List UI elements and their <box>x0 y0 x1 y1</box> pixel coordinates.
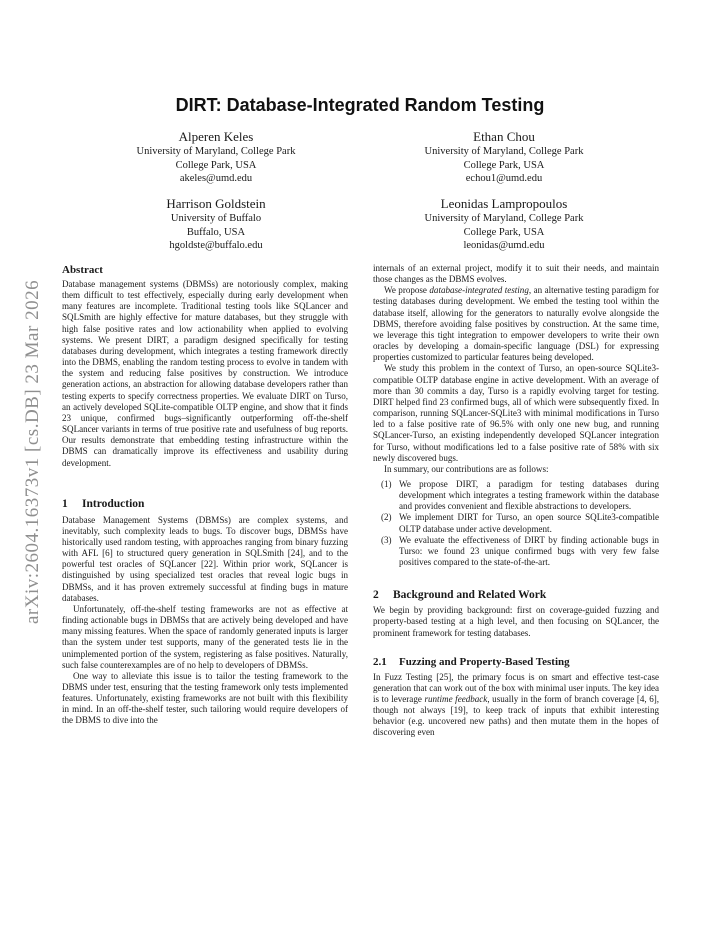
section-number: 2 <box>373 589 379 602</box>
author-name: Ethan Chou <box>473 129 535 144</box>
body-paragraph: internals of an external project, modify it to suit their needs, and maintain those changes as the DBMS evolves. <box>373 263 659 285</box>
text-run: , an alternative testing paradigm for testing databases during development. We embed the testing tool within the database itself, allowing for the generators to naturally evolve alongside the DBMS, therefore avoiding false positives by construction. At the same time, we leverage this tight integration to empower developers to write their own oracles by developing a domain-specific language (DSL) for expressing properties customized to particular features being developed. <box>373 285 659 363</box>
author-email: leonidas@umd.edu <box>463 240 545 251</box>
emphasis-text: runtime feedback <box>424 694 488 704</box>
author-block <box>96 196 336 253</box>
paper-title: DIRT: Database-Integrated Random Testing <box>175 95 545 115</box>
list-marker: (2) <box>381 512 392 523</box>
author-block <box>96 129 336 186</box>
author-email: hgoldste@buffalo.edu <box>169 240 263 251</box>
body-paragraph: In summary, our contributions are as follows: <box>384 463 549 474</box>
author-location: College Park, USA <box>463 226 545 238</box>
list-item <box>373 512 659 534</box>
emphasis-text: database-integrated testing <box>429 285 529 296</box>
section-title: Background and Related Work <box>393 589 547 602</box>
list-item-text: We propose DIRT, a paradigm for testing databases during development which integrates a testing framework within the database and provides convenient and flexible abstractions to developers. <box>399 478 659 512</box>
author-location: Buffalo, USA <box>186 226 246 238</box>
list-item <box>373 535 659 568</box>
section-number: 1 <box>62 497 68 510</box>
section-number: 2.1 <box>373 655 387 668</box>
list-marker: (1) <box>381 478 392 489</box>
body-paragraph: We begin by providing background: first on coverage-guided fuzzing and property-based testing at a high level, and then focusing on SQLancer, the prominent framework for testing databases. <box>373 605 659 638</box>
author-name: Leonidas Lampropoulos <box>440 196 568 211</box>
author-email: akeles@umd.edu <box>179 173 253 184</box>
text-run: In Fuzz Testing [25], the primary focus is on smart and effective test-case generation that can work out of the box with minimal user inputs. The key idea is to leverage <box>373 671 659 704</box>
author-affiliation: University of Maryland, College Park <box>136 146 296 157</box>
arxiv-identifier: arXiv:2604.16373v1 [cs.DB] 23 Mar 2026 <box>22 279 43 625</box>
abstract-text: Database management systems (DBMSs) are notoriously complex, making them difficult to test effectively, especially during early development when many features are incomplete. Traditional testing tools like SQLancer and SQLSmith are highly effective for mature databases, but they struggle with high false positive rates and low actionability when applied to evolving systems. We present DIRT, a paradigm designed specifically for testing databases during development, which integrates a testing framework directly into the DBMS, enabling the random testing process to evolve in tandem with the system and reducing false positives by construction. We introduce generation actions, an abstraction for allowing database developers rather than testing experts to specify correctness properties. We evaluate DIRT on Turso, an actively developed SQLite-compatible OLTP engine, and show that it finds 23 unique, confirmed bugs–significantly outperforming off-the-shelf SQLancer variants in terms of true positive rate and usefulness of bug reports. Our results demonstrate that embedding testing infrastructure within the DBMS can dramatically improve its effectiveness and usability during development. <box>62 279 348 468</box>
text-run: , usually in the form of branch coverage [4, 6], though not always [19], to keep track of inputs that exhibit interesting behavior (e.g. uncovered new paths) and then mutate them in the hopes of discovering even <box>373 694 659 738</box>
list-item <box>373 479 659 512</box>
author-affiliation: University of Maryland, College Park <box>424 213 584 224</box>
list-item-text: We implement DIRT for Turso, an open source SQLite3-compatible OLTP database under active development. <box>399 512 659 534</box>
author-block <box>380 129 628 186</box>
body-paragraph <box>373 672 659 739</box>
author-name: Alperen Keles <box>178 129 254 144</box>
text-run: We propose <box>384 285 430 296</box>
author-affiliation: University of Maryland, College Park <box>424 146 584 157</box>
author-location: College Park, USA <box>463 159 545 171</box>
body-paragraph: One way to alleviate this issue is to tailor the testing framework to the DBMS under test, ensuring that the testing framework only tests implemented features. Unfortunately, existing frameworks are not built with this flexibility in mind. In an off-the-shelf tester, such tailoring would require developers of the DBMS to dive into the <box>62 670 348 726</box>
section-heading-introduction <box>62 497 348 511</box>
subsection-heading-fuzzing <box>373 655 659 669</box>
author-affiliation: University of Buffalo <box>170 213 262 224</box>
author-block <box>380 196 628 253</box>
section-title: Introduction <box>82 497 145 510</box>
abstract-heading: Abstract <box>62 264 103 276</box>
author-email: echou1@umd.edu <box>465 173 543 184</box>
body-paragraph: Unfortunately, off-the-shelf testing frameworks are not as effective at finding actionable bugs in DBMSs that are actively being developed and have many missing features. When the space of randomly generated inputs is larger than the system under test supports, many of the generated tests lie in the unimplemented portion of the system, registering as false positives. Naturally, such false counterexamples are of no help to developers of DBMSs. <box>62 603 348 670</box>
body-paragraph: Database Management Systems (DBMSs) are complex systems, and inevitably, such complexity leads to bugs. To discover bugs, DBMSs have historically used random testing, with approaches ranging from binary fuzzing with AFL [6] to structured query generation in SQLSmith [24], and to the powerful test oracles of SQLancer [22]. Within prior work, SQLancer is distinguished by using specialized test oracles that reveal logic bugs in DBMSs, and it has proven extremely successful at finding bugs in mature databases. <box>62 514 348 603</box>
author-name: Harrison Goldstein <box>166 196 266 211</box>
list-marker: (3) <box>381 534 392 545</box>
body-paragraph: We study this problem in the context of Turso, an open-source SQLite3-compatible OLTP database engine in active development. With an average of more than 30 commits a day, Turso is a rapidly evolving target for testing. DIRT helped find 23 confirmed bugs, all of which were subsequently fixed. In comparison, running SQLancer-SQLite3 with minimal modifications in Turso led to a false positive rate of 96.5% with only one new bug, and running SQLancer-Turso, an existing independently developed SQLancer integration for Turso, without modifications led to a false positive rate of 58% with six newly discovered bugs. <box>373 363 659 463</box>
right-column <box>373 263 659 739</box>
body-paragraph <box>373 285 659 363</box>
section-title: Fuzzing and Property-Based Testing <box>399 655 570 668</box>
section-heading-background <box>373 588 659 602</box>
contributions-list <box>373 479 659 568</box>
left-column <box>62 263 348 727</box>
author-location: College Park, USA <box>175 159 257 171</box>
list-item-text: We evaluate the effectiveness of DIRT by finding actionable bugs in Turso: we found 23 unique confirmed bugs with very few false positives compared to the state-of-the-art. <box>399 534 659 568</box>
